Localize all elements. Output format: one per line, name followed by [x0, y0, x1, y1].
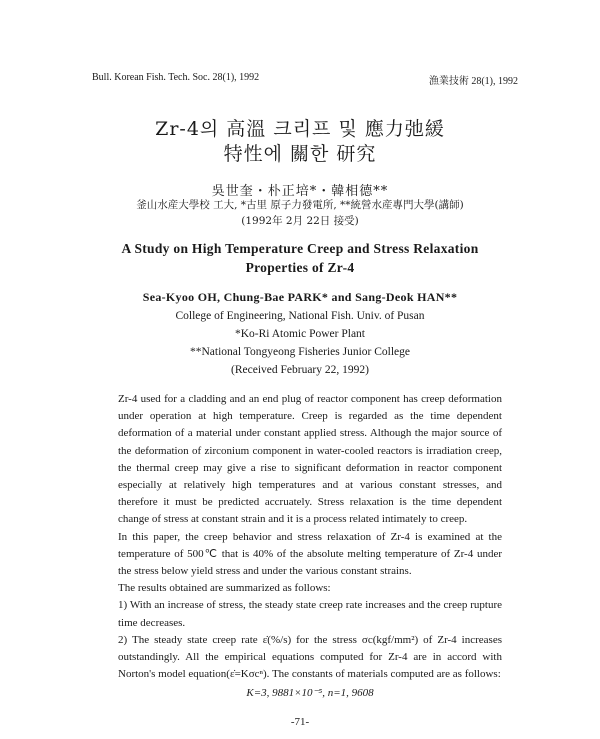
page-number: -71- — [290, 716, 310, 728]
running-header-left: Bull. Korean Fish. Tech. Soc. 28(1), 1992 — [92, 72, 260, 83]
korean-title-line2: 特性에 關한 研究 — [223, 143, 377, 165]
korean-authors: 吳世奎・朴正培*・韓相德** — [211, 184, 389, 199]
english-affiliation-3: **National Tongyeong Fisheries Junior College — [189, 346, 410, 358]
abstract-paragraph-3: The results obtained are summarized as follows: — [118, 582, 331, 595]
english-authors: Sea-Kyoo OH, Chung-Bae PARK* and Sang-Deok HAN** — [142, 290, 458, 304]
english-title-line1: A Study on High Temperature Creep and Stress Relaxation — [121, 241, 479, 256]
english-received: (Received February 22, 1992) — [231, 364, 369, 376]
abstract-paragraph-2: In this paper, the creep behavior and stress relaxation of Zr-4 is examined at the temperature of 500℃ that is 40% of the absolute melting temperature of Zr-4 under the stress below yield stress and under the various constant strains. — [118, 530, 502, 578]
abstract-paragraph-4: 1) With an increase of stress, the steady state creep rate increases and the creep rupture time decreases. — [118, 599, 502, 629]
abstract-paragraph-1: Zr-4 used for a cladding and an end plug of reactor component has creep deformation under operation at high temperature. Creep is regarded as the time dependent deformation of a material under constant applied stress. Although the major source of the deformation of zirconium component in water-cooled reactors is irradiation creep, the thermal creep may give a rise to significant deformation in reactor component especially at relatively high temperatures and at various constant stresses, and therefore it must be predicted accruately. Stress relaxation is the time dependent change of stress at constant strain and it is a process related intimately to creep. — [118, 393, 502, 526]
korean-title-line1: Zr-4의 高溫 크리프 및 應力弛緩 — [155, 118, 445, 140]
korean-affiliation: 釜山水産大學校 工大, *古里 原子力發電所, **統營水産專門大學(講師) — [136, 199, 464, 211]
korean-received: (1992年 2月 22日 接受) — [241, 215, 359, 227]
english-affiliation-2: *Ko-Ri Atomic Power Plant — [234, 328, 365, 340]
english-title-line2: Properties of Zr-4 — [245, 260, 355, 275]
abstract-body — [118, 391, 502, 703]
material-constants-equation: K=3, 9881×10⁻⁵, n=1, 9608 — [246, 687, 374, 700]
abstract-paragraph-5: 2) The steady state creep rate ε̇(%/s) for the stress σc(kgf/mm²) of Zr-4 increases outstandingly. All the empirical equations computed for Zr-4 are in accord with Norton's model equation(ε̇=Kσcⁿ). The constants of materials computed are as follows: — [118, 633, 502, 681]
english-affiliation-1: College of Engineering, National Fish. Univ. of Pusan — [175, 310, 425, 322]
running-header-right: 漁業技術 28(1), 1992 — [428, 76, 518, 87]
